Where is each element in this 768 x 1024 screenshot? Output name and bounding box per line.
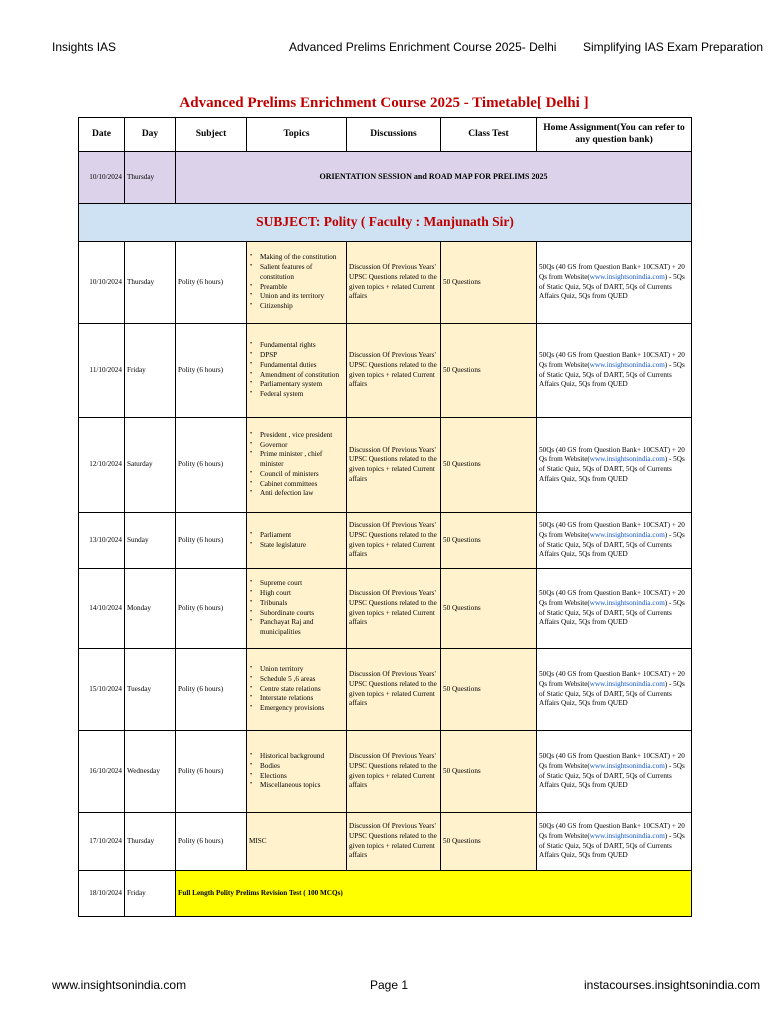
topic-item: • Governor [249, 441, 344, 451]
row-discussion: Discussion Of Previous Years' UPSC Questions related to the given topics + related Current affairs [347, 569, 441, 649]
hw-text-start: 50Qs (40 GS from Question Bank+ 10CSAT) + 20 Qs from Website( [539, 670, 685, 688]
row-date: 14/10/2024 [79, 569, 125, 649]
hw-text-start: 50Qs (40 GS from Question Bank+ 10CSAT) + 20 Qs from Website( [539, 263, 685, 281]
footer-right: instacourses.insightsonindia.com [584, 978, 761, 992]
table-row [79, 242, 692, 324]
hw-text-end: ) - 5Qs of Static Quiz, 5Qs of DART, 5Qs of Currents Affairs Quiz, 5Qs from QUED [539, 598, 685, 627]
row-day: Thursday [125, 242, 176, 324]
topic-item: • Amendment of constitution [249, 371, 344, 381]
website-link[interactable]: www.insightsonindia.com [589, 679, 665, 688]
row-day: Saturday [125, 418, 176, 513]
website-link[interactable]: www.insightsonindia.com [589, 530, 665, 539]
row-topics [247, 731, 347, 813]
topic-item: • Panchayat Raj and municipalities [249, 618, 344, 637]
header-center: Advanced Prelims Enrichment Course 2025- Delhi [289, 40, 557, 54]
footer-page-number: Page 1 [370, 978, 409, 992]
row-date: 11/10/2024 [79, 324, 125, 418]
col-header-day: Day [125, 118, 176, 152]
row-subject: Polity (6 hours) [176, 813, 247, 871]
website-link[interactable]: www.insightsonindia.com [589, 455, 665, 464]
row-class-test: 50 Questions [441, 418, 537, 513]
topic-item: • Union and its territory [249, 292, 344, 302]
row-home-assignment [537, 513, 692, 569]
topics-list [249, 431, 344, 499]
row-class-test: 50 Questions [441, 569, 537, 649]
row-subject: Polity (6 hours) [176, 324, 247, 418]
row-discussion: Discussion Of Previous Years' UPSC Questions related to the given topics + related Current affairs [347, 242, 441, 324]
subject-banner: SUBJECT: Polity ( Faculty : Manjunath Sir) [79, 204, 692, 242]
topic-item: • Fundamental duties [249, 361, 344, 371]
row-subject: Polity (6 hours) [176, 731, 247, 813]
topic-item: • Tribunals [249, 599, 344, 609]
topic-item: • Centre state relations [249, 685, 344, 695]
website-link[interactable]: www.insightsonindia.com [589, 598, 665, 607]
topics-list [249, 752, 344, 791]
topic-item: • Subordinate courts [249, 609, 344, 619]
topic-item: • Parliamentary system [249, 380, 344, 390]
row-home-assignment [537, 731, 692, 813]
website-link[interactable]: www.insightsonindia.com [589, 831, 665, 840]
col-header-home-assignment: Home Assignment(You can refer to any question bank) [537, 118, 692, 152]
row-discussion: Discussion Of Previous Years' UPSC Questions related to the given topics + related Current affairs [347, 649, 441, 731]
row-discussion: Discussion Of Previous Years' UPSC Questions related to the given topics + related Current affairs [347, 418, 441, 513]
row-subject: Polity (6 hours) [176, 569, 247, 649]
row-topics [247, 418, 347, 513]
timetable [78, 117, 692, 917]
row-day: Friday [125, 324, 176, 418]
row-class-test: 50 Questions [441, 513, 537, 569]
row-date: 17/10/2024 [79, 813, 125, 871]
row-day: Thursday [125, 813, 176, 871]
orientation-text: ORIENTATION SESSION and ROAD MAP FOR PRELIMS 2025 [176, 152, 692, 204]
hw-text-start: 50Qs (40 GS from Question Bank+ 10CSAT) + 20 Qs from Website( [539, 589, 685, 607]
table-row [79, 513, 692, 569]
row-discussion: Discussion Of Previous Years' UPSC Questions related to the given topics + related Current affairs [347, 813, 441, 871]
row-subject: Polity (6 hours) [176, 649, 247, 731]
topic-item: • Anti defection law [249, 489, 344, 499]
row-subject: Polity (6 hours) [176, 513, 247, 569]
final-date: 18/10/2024 [79, 871, 125, 917]
topic-item: • Schedule 5 ,6 areas [249, 675, 344, 685]
topic-item: • President , vice president [249, 431, 344, 441]
orientation-day: Thursday [125, 152, 176, 204]
col-header-discussions: Discussions [347, 118, 441, 152]
row-home-assignment [537, 569, 692, 649]
row-date: 12/10/2024 [79, 418, 125, 513]
row-date: 16/10/2024 [79, 731, 125, 813]
topic-item: • Preamble [249, 283, 344, 293]
website-link[interactable]: www.insightsonindia.com [589, 360, 665, 369]
col-header-date: Date [79, 118, 125, 152]
hw-text-end: ) - 5Qs of Static Quiz, 5Qs of DART, 5Qs of Currents Affairs Quiz, 5Qs from QUED [539, 831, 685, 860]
topics-list [249, 665, 344, 714]
table-row [79, 418, 692, 513]
table-row [79, 649, 692, 731]
topic-item: • Federal system [249, 390, 344, 400]
row-date: 15/10/2024 [79, 649, 125, 731]
row-home-assignment [537, 813, 692, 871]
row-discussion: Discussion Of Previous Years' UPSC Questions related to the given topics + related Current affairs [347, 324, 441, 418]
row-day: Tuesday [125, 649, 176, 731]
col-header-subject: Subject [176, 118, 247, 152]
row-class-test: 50 Questions [441, 813, 537, 871]
row-home-assignment [537, 418, 692, 513]
hw-text-start: 50Qs (40 GS from Question Bank+ 10CSAT) + 20 Qs from Website( [539, 445, 685, 464]
topic-item: • Union territory [249, 665, 344, 675]
hw-text-end: ) - 5Qs of Static Quiz, 5Qs of DART, 5Qs of Currents Affairs Quiz, 5Qs from QUED [539, 360, 685, 389]
row-discussion: Discussion Of Previous Years' UPSC Questions related to the given topics + related Current affairs [347, 731, 441, 813]
row-class-test: 50 Questions [441, 649, 537, 731]
table-row [79, 324, 692, 418]
topic-item: • Cabinet committees [249, 480, 344, 490]
orientation-date: 10/10/2024 [79, 152, 125, 204]
col-header-class-test: Class Test [441, 118, 537, 152]
topic-item: • Council of ministers [249, 470, 344, 480]
row-topics [247, 513, 347, 569]
row-discussion: Discussion Of Previous Years' UPSC Questions related to the given topics + related Current affairs [347, 513, 441, 569]
row-topics [247, 324, 347, 418]
topic-item: • Supreme court [249, 579, 344, 589]
hw-text-start: 50Qs (40 GS from Question Bank+ 10CSAT) + 20 Qs from Website( [539, 351, 685, 369]
hw-text-end: ) - 5Qs of Static Quiz, 5Qs of DART, 5Qs of Currents Affairs Quiz, 5Qs from QUED [539, 679, 685, 708]
hw-text-start: 50Qs (40 GS from Question Bank+ 10CSAT) + 20 Qs from Website( [539, 822, 685, 840]
topics-list [249, 579, 344, 637]
topic-item: • Citizenship [249, 302, 344, 312]
topic-item: • Interstate relations [249, 694, 344, 704]
row-topics [247, 569, 347, 649]
row-date: 10/10/2024 [79, 242, 125, 324]
topics-list [249, 531, 344, 550]
topics-list [249, 341, 344, 399]
topics-list [249, 253, 344, 311]
hw-text-start: 50Qs (40 GS from Question Bank+ 10CSAT) + 20 Qs from Website( [539, 521, 685, 539]
final-test-row [79, 871, 692, 917]
row-class-test: 50 Questions [441, 731, 537, 813]
table-row [79, 731, 692, 813]
final-test-text: Full Length Polity Prelims Revision Test ( 100 MCQs) [176, 871, 692, 917]
topic-item: • Historical background [249, 752, 344, 762]
row-subject: Polity (6 hours) [176, 418, 247, 513]
topic-item: • State legislature [249, 541, 344, 551]
subject-banner-row [79, 204, 692, 242]
table-header-row [79, 118, 692, 152]
row-home-assignment [537, 649, 692, 731]
row-day: Sunday [125, 513, 176, 569]
footer-left: www.insightsonindia.com [52, 978, 187, 992]
hw-text-end: ) - 5Qs of Static Quiz, 5Qs of DART, 5Qs of Currents Affairs Quiz, 5Qs from QUED [539, 761, 685, 790]
row-topics [247, 649, 347, 731]
final-day: Friday [125, 871, 176, 917]
topic-item: • Salient features of constitution [249, 263, 344, 282]
topic-item: • Bodies [249, 762, 344, 772]
row-home-assignment [537, 242, 692, 324]
topic-item: • High court [249, 589, 344, 599]
topic-item: • DPSP [249, 351, 344, 361]
col-header-topics: Topics [247, 118, 347, 152]
row-date: 13/10/2024 [79, 513, 125, 569]
header-right: Simplifying IAS Exam Preparation [583, 40, 764, 54]
row-subject: Polity (6 hours) [176, 242, 247, 324]
table-row [79, 813, 692, 871]
topic-item: • Emergency provisions [249, 704, 344, 714]
topic-item: • Making of the constitution [249, 253, 344, 263]
orientation-row [79, 152, 692, 204]
hw-text-end: ) - 5Qs of Static Quiz, 5Qs of DART, 5Qs of Currents Affairs Quiz, 5Qs from QUED [539, 272, 685, 301]
website-link[interactable]: www.insightsonindia.com [589, 761, 665, 770]
header-left: Insights IAS [52, 40, 117, 54]
hw-text-start: 50Qs (40 GS from Question Bank+ 10CSAT) + 20 Qs from Website( [539, 752, 685, 770]
document-title: Advanced Prelims Enrichment Course 2025 - Timetable[ Delhi ] [179, 95, 589, 111]
topic-item: • Prime minister , chief minister [249, 450, 344, 469]
row-day: Wednesday [125, 731, 176, 813]
row-class-test: 50 Questions [441, 242, 537, 324]
row-topics: MISC [247, 813, 347, 871]
row-class-test: 50 Questions [441, 324, 537, 418]
row-home-assignment [537, 324, 692, 418]
topic-item: • Elections [249, 772, 344, 782]
topic-item: • Miscellaneous topics [249, 781, 344, 791]
topic-item: • Parliament [249, 531, 344, 541]
hw-text-end: ) - 5Qs of Static Quiz, 5Qs of DART, 5Qs of Currents Affairs Quiz, 5Qs from QUED [539, 455, 685, 483]
topic-item: • Fundamental rights [249, 341, 344, 351]
row-topics [247, 242, 347, 324]
table-row [79, 569, 692, 649]
website-link[interactable]: www.insightsonindia.com [589, 272, 665, 281]
hw-text-end: ) - 5Qs of Static Quiz, 5Qs of DART, 5Qs of Currents Affairs Quiz, 5Qs from QUED [539, 530, 685, 559]
row-day: Monday [125, 569, 176, 649]
